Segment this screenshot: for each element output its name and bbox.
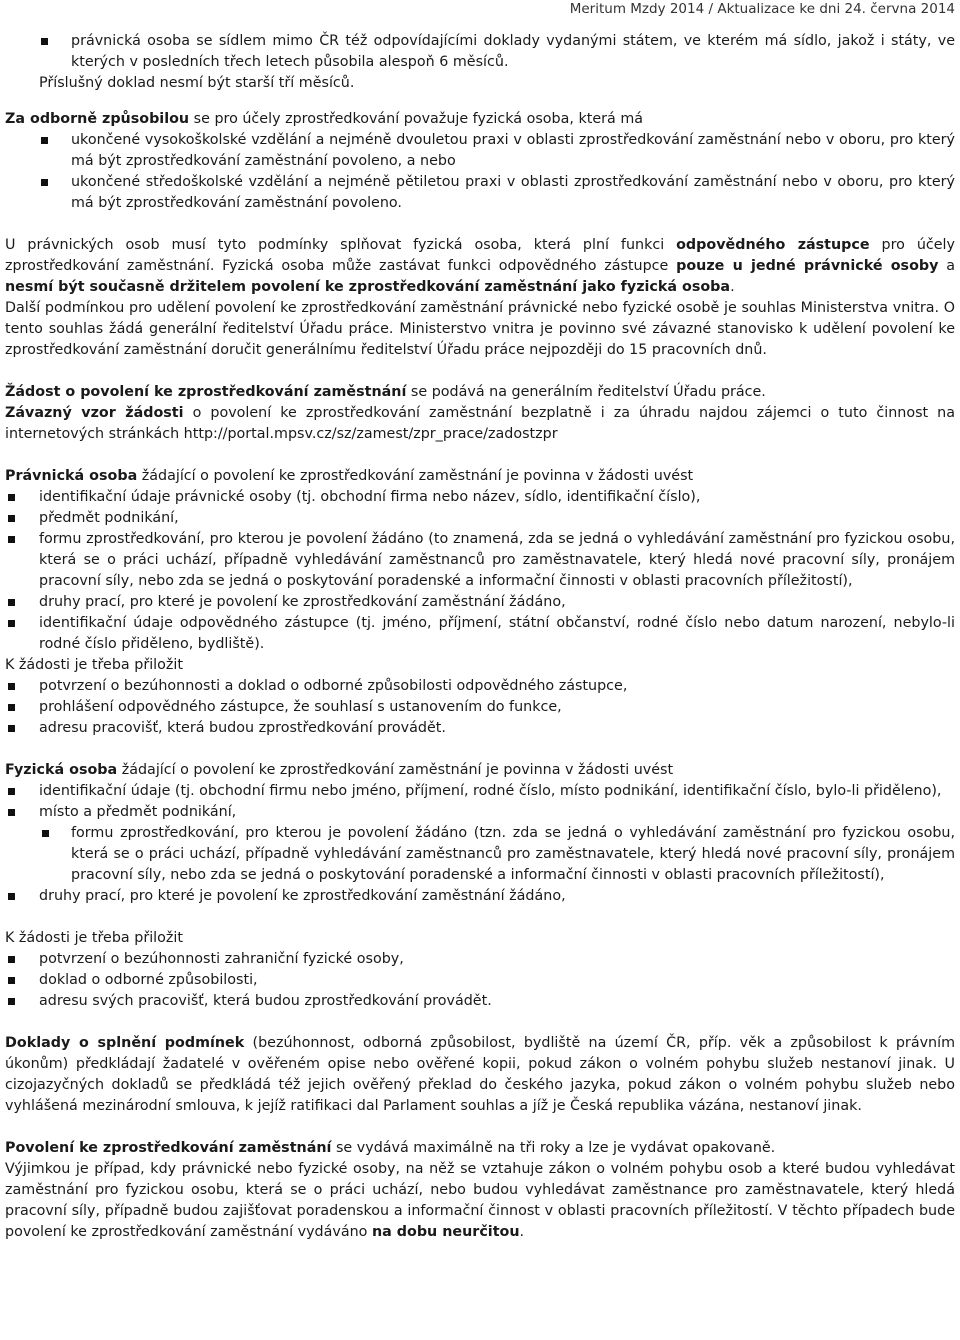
form-template-paragraph: Závazný vzor žádosti o povolení ke zprostředkování zaměstnání bezplatně i za úhradu najdou zájemci o tuto činnost na internetových stránkách http://portal.mpsv.cz/sz/zamest/zpr_prace/zadostzpr: [5, 405, 955, 442]
list-item: identifikační údaje odpovědného zástupce (tj. jméno, příjmení, státní občanství, rodné číslo nebo datum narození, nebylo-li rodné číslo přiděleno, bydliště).: [5, 613, 955, 655]
natural-person-attach-lead: K žádosti je třeba přiložit: [5, 930, 183, 946]
validity-intro: Povolení ke zprostředkování zaměstnání se vydává maximálně na tři roky a lze je vydávat opakovaně.: [5, 1140, 776, 1156]
natural-person-nested-list: [39, 823, 955, 886]
list-item: adresu svých pracovišť, která budou zprostředkování provádět.: [5, 991, 955, 1012]
documents-paragraph: Doklady o splnění podmínek (bezúhonnost, odborná způsobilost, bydliště na území ČR, příp. věk a způsobilost k právním úkonům) předkládají žadatelé v ověřeném opise nebo ověřené kopii, pokud zákon o volném pohybu služeb nestanoví jinak. U cizojazyčných dokladů se předkládá též jejich ověřený překlad do českého jazyka, pokud zákon o volném pohybu služeb nebo vyhlášená mezinárodní smlouva, k jejíž ratifikaci dal Parlament souhlas a jíž je Česká republika vázána, nestanoví jinak.: [5, 1035, 955, 1114]
natural-person-attach-list: [5, 949, 955, 1012]
natural-person-intro: Fyzická osoba žádající o povolení ke zprostředkování zaměstnání je povinna v žádosti uvést: [5, 762, 674, 778]
legal-persons-paragraph: U právnických osob musí tyto podmínky splňovat fyzická osoba, která plní funkci odpovědného zástupce pro účely zprostředkování zaměstnání. Fyzická osoba může zastávat funkci odpovědného zástupce pouze u jedné právnické osoby a nesmí být současně držitelem povolení ke zprostředkování zaměstnání jako fyzická osoba.: [5, 237, 955, 295]
list-item: adresu pracovišť, která budou zprostředkování provádět.: [5, 718, 955, 739]
legal-entity-list: [5, 487, 955, 655]
application-paragraph: Žádost o povolení ke zprostředkování zaměstnání se podává na generálním ředitelství Úřadu práce.: [5, 384, 766, 400]
intro-note: Příslušný doklad nesmí být starší tří měsíců.: [39, 75, 355, 91]
list-item: formu zprostředkování, pro kterou je povolení žádáno (tzn. zda se jedná o vyhledávání zaměstnání pro fyzickou osobu, která se o práci uchází, případně vyhledávání zaměstnanců pro zaměstnavatele, který hledá nové pracovní síly, pronájem pracovní síly, nebo zda se jedná o poskytování poradenské a informační činnosti v oblasti pracovních příležitostí),: [39, 823, 955, 886]
document-body: [5, 0, 955, 1243]
ministry-paragraph: Další podmínkou pro udělení povolení ke zprostředkování zaměstnání právnické nebo fyzické osobě je souhlas Ministerstva vnitra. O tento souhlas žádá generální ředitelství Úřadu práce. Ministerstvo vnitra je povinno své závazné stanovisko k udělení povolení ke zprostředkování zaměstnání doručit generálnímu ředitelství Úřadu práce nejpozději do 15 pracovních dnů.: [5, 300, 955, 358]
page-header: Meritum Mzdy 2014 / Aktualizace ke dni 24. června 2014: [569, 1, 955, 17]
list-item: druhy prací, pro které je povolení ke zprostředkování zaměstnání žádáno,: [5, 886, 955, 907]
list-item: doklad o odborné způsobilosti,: [5, 970, 955, 991]
validity-paragraph: Výjimkou je případ, kdy právnické nebo fyzické osoby, na něž se vztahuje zákon o volném pohybu osob a které budou vyhledávat zaměstnání pro fyzickou osobu, která se o práci uchází, nebo budou vyhledávat zaměstnance pro zaměstnavatele, který hledá pracovní síly, případně budou zajišťovat poradenskou a informační činnost v oblasti pracovních příležitostí. V těchto případech bude povolení ke zprostředkování zaměstnání vydáváno na dobu neurčitou.: [5, 1161, 955, 1240]
list-item: identifikační údaje (tj. obchodní firmu nebo jméno, příjmení, rodné číslo, místo podnikání, identifikační číslo, bylo-li přiděleno),: [5, 781, 955, 802]
list-item: místo a předmět podnikání,: [5, 802, 955, 823]
list-item: předmět podnikání,: [5, 508, 955, 529]
list-item: potvrzení o bezúhonnosti zahraniční fyzické osoby,: [5, 949, 955, 970]
legal-entity-attach-list: [5, 676, 955, 739]
list-item: potvrzení o bezúhonnosti a doklad o odborné způsobilosti odpovědného zástupce,: [5, 676, 955, 697]
list-item: formu zprostředkování, pro kterou je povolení žádáno (to znamená, zda se jedná o vyhledávání zaměstnání pro fyzickou osobu, která se o práci uchází, případně vyhledávání zaměstnanců pro zaměstnavatele, který hledá nové pracovní síly, pronájem pracovní síly, nebo zda se jedná o poskytování poradenské a informační činnosti v oblasti pracovních příležitostí),: [5, 529, 955, 592]
list-item: ukončené vysokoškolské vzdělání a nejméně dvouletou praxi v oblasti zprostředkování zaměstnání nebo v oboru, pro který má být zprostředkování zaměstnání povoleno, a nebo: [5, 130, 955, 172]
list-item: prohlášení odpovědného zástupce, že souhlasí s ustanovením do funkce,: [5, 697, 955, 718]
natural-person-list-cont: [5, 886, 955, 907]
intro-list: [5, 31, 955, 73]
competence-intro: Za odborně způsobilou se pro účely zprostředkování považuje fyzická osoba, která má: [5, 111, 644, 127]
competence-list: [5, 130, 955, 214]
list-item: druhy prací, pro které je povolení ke zprostředkování zaměstnání žádáno,: [5, 592, 955, 613]
legal-entity-attach-lead: K žádosti je třeba přiložit: [5, 657, 183, 673]
list-item: identifikační údaje právnické osoby (tj. obchodní firma nebo název, sídlo, identifikační číslo),: [5, 487, 955, 508]
legal-entity-intro: Právnická osoba žádající o povolení ke zprostředkování zaměstnání je povinna v žádosti uvést: [5, 468, 694, 484]
list-item: právnická osoba se sídlem mimo ČR též odpovídajícími doklady vydanými státem, ve kterém má sídlo, jakož i státy, ve kterých v posledních třech letech působila alespoň 6 měsíců.: [5, 31, 955, 73]
list-item: ukončené středoškolské vzdělání a nejméně pětiletou praxi v oblasti zprostředkování zaměstnání nebo v oboru, pro který má být zprostředkování zaměstnání povoleno.: [5, 172, 955, 214]
natural-person-list: [5, 781, 955, 823]
